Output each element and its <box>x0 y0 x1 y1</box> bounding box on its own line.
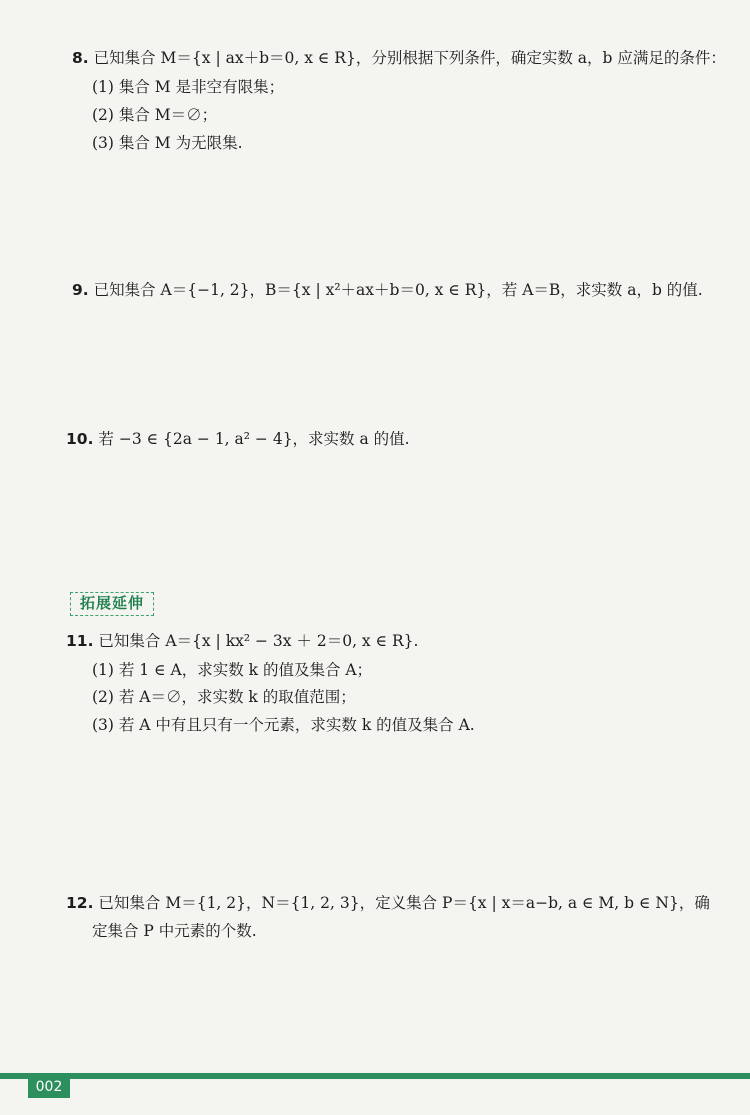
problem-12-number: 12. <box>66 894 94 912</box>
problem-9-text: 已知集合 A＝{−1, 2}，B＝{x | x²＋ax＋b＝0, x ∈ R}，若 A＝B，求实数 a，b 的值. <box>93 281 703 299</box>
problem-8-item-2: (2) 集合 M＝∅； <box>92 106 218 124</box>
footer-bar <box>0 1073 750 1079</box>
page-number: 002 <box>28 1076 70 1098</box>
problem-10-number: 10. <box>66 430 94 448</box>
section-badge-extension: 拓展延伸 <box>70 592 154 616</box>
problem-11-item-3: (3) 若 A 中有且只有一个元素，求实数 k 的值及集合 A. <box>92 716 475 734</box>
problem-10-stem <box>66 428 410 450</box>
problem-9-number: 9. <box>72 281 89 299</box>
problem-9-stem <box>72 279 703 301</box>
problem-12-stem-line-2: 定集合 P 中元素的个数. <box>92 922 257 940</box>
problem-8-item-3: (3) 集合 M 为无限集. <box>92 134 243 152</box>
problem-11-stem <box>66 630 418 652</box>
problem-12-stem-line-1 <box>66 892 710 914</box>
problem-11-item-2: (2) 若 A＝∅，求实数 k 的取值范围； <box>92 688 356 706</box>
problem-8-stem <box>72 47 726 69</box>
problem-8-number: 8. <box>72 49 89 67</box>
problem-11-text: 已知集合 A＝{x | kx² − 3x ＋ 2＝0, x ∈ R}. <box>98 632 419 650</box>
problem-11-item-1: (1) 若 1 ∈ A，求实数 k 的值及集合 A； <box>92 661 373 679</box>
problem-12-text: 已知集合 M＝{1, 2}，N＝{1, 2, 3}，定义集合 P＝{x | x＝a−b, a ∈ M, b ∈ N}，确 <box>98 894 710 912</box>
problem-11-number: 11. <box>66 632 94 650</box>
problem-10-text: 若 −3 ∈ {2a − 1, a² − 4}，求实数 a 的值. <box>98 430 410 448</box>
problem-8-item-1: (1) 集合 M 是非空有限集； <box>92 78 285 96</box>
problem-8-text: 已知集合 M＝{x | ax＋b＝0, x ∈ R}，分别根据下列条件，确定实数 a，b 应满足的条件： <box>93 49 726 67</box>
